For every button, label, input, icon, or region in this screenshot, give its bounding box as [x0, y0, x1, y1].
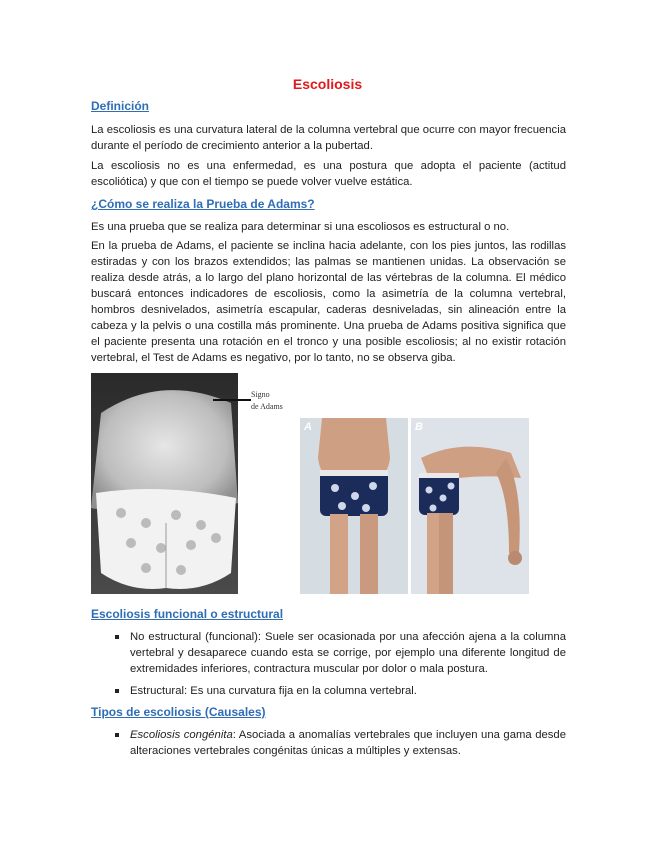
bullet-icon	[115, 689, 119, 693]
paragraph-definicion-1: La escoliosis es una curvatura lateral de la columna vertebral que ocurre con mayor frecuencia durante el período de crecimiento anterior a la pubertad.	[91, 124, 566, 152]
list-item-text: No estructural (funcional): Suele ser ocasionada por una afección ajena a la columna vertebral y desaparece cuando esta se corrige, por ejemplo una diferente longitud de extremidades inferiores, contractura muscular por dolor o mala postura.	[130, 631, 566, 675]
bullet-icon	[115, 635, 119, 639]
heading-funcional-estructural: Escoliosis funcional o estructural	[91, 607, 284, 621]
list-item-term: Escoliosis congénita	[130, 729, 233, 741]
list-item-text: Estructural: Es una curvatura fija en la columna vertebral.	[130, 685, 417, 697]
adams-sign-photo	[91, 373, 238, 594]
signo-pointer-line	[213, 399, 251, 401]
paragraph-adams-2: En la prueba de Adams, el paciente se inclina hacia adelante, con los pies juntos, las rodillas estiradas y con los brazos extendidos; las palmas se mantienen unidas. La observación se realiza desde atrás, a lo largo del plano horizontal de las vértebras de la columna. El médico buscará entonces indicadores de escoliosis, como la asimetría de la columna vertebral, hombros desnivelados, asimetría escapular, caderas desniveladas, sin alineación entre la cabeza y la pelvis o una costilla más prominente. Una prueba de Adams positiva significa que el paciente presenta una rotación en el tronco y una posible escoliosis; al no existir rotación vertebral, el Test de Adams es negativo, por lo tanto, no se observa giba.	[91, 240, 566, 364]
bullet-icon	[115, 733, 119, 737]
list-item	[91, 629, 566, 677]
page-title: Escoliosis	[292, 76, 363, 92]
photo-b-side-view	[411, 418, 529, 594]
signo-label-line-1: Signo	[251, 390, 270, 399]
heading-tipos-escoliosis: Tipos de escoliosis (Causales)	[91, 705, 266, 719]
paragraph-adams-1: Es una prueba que se realiza para determinar si una escoliosos es estructural o no.	[91, 221, 510, 233]
signo-label	[251, 389, 283, 413]
photo-a-back-view	[300, 418, 408, 594]
list-item-text: : Asociada a anomalías vertebrales que incluyen una gama desde alteraciones vertebrales congénitas únicas a múltiples y extensas.	[130, 729, 566, 757]
funcional-list	[91, 629, 566, 699]
paragraph-definicion-2: La escoliosis no es una enfermedad, es una postura que adopta el paciente (actitud escoliótica) y que con el tiempo se puede volver vuelve estática.	[91, 160, 566, 188]
tipos-list	[91, 727, 566, 759]
photo-b-label: B	[415, 421, 423, 433]
heading-definicion: Definición	[91, 99, 150, 113]
heading-prueba-adams: ¿Cómo se realiza la Prueba de Adams?	[91, 197, 315, 211]
list-item	[91, 727, 566, 759]
list-item	[91, 683, 566, 699]
photo-a-label: A	[304, 421, 312, 433]
signo-label-line-2: de Adams	[251, 402, 283, 411]
